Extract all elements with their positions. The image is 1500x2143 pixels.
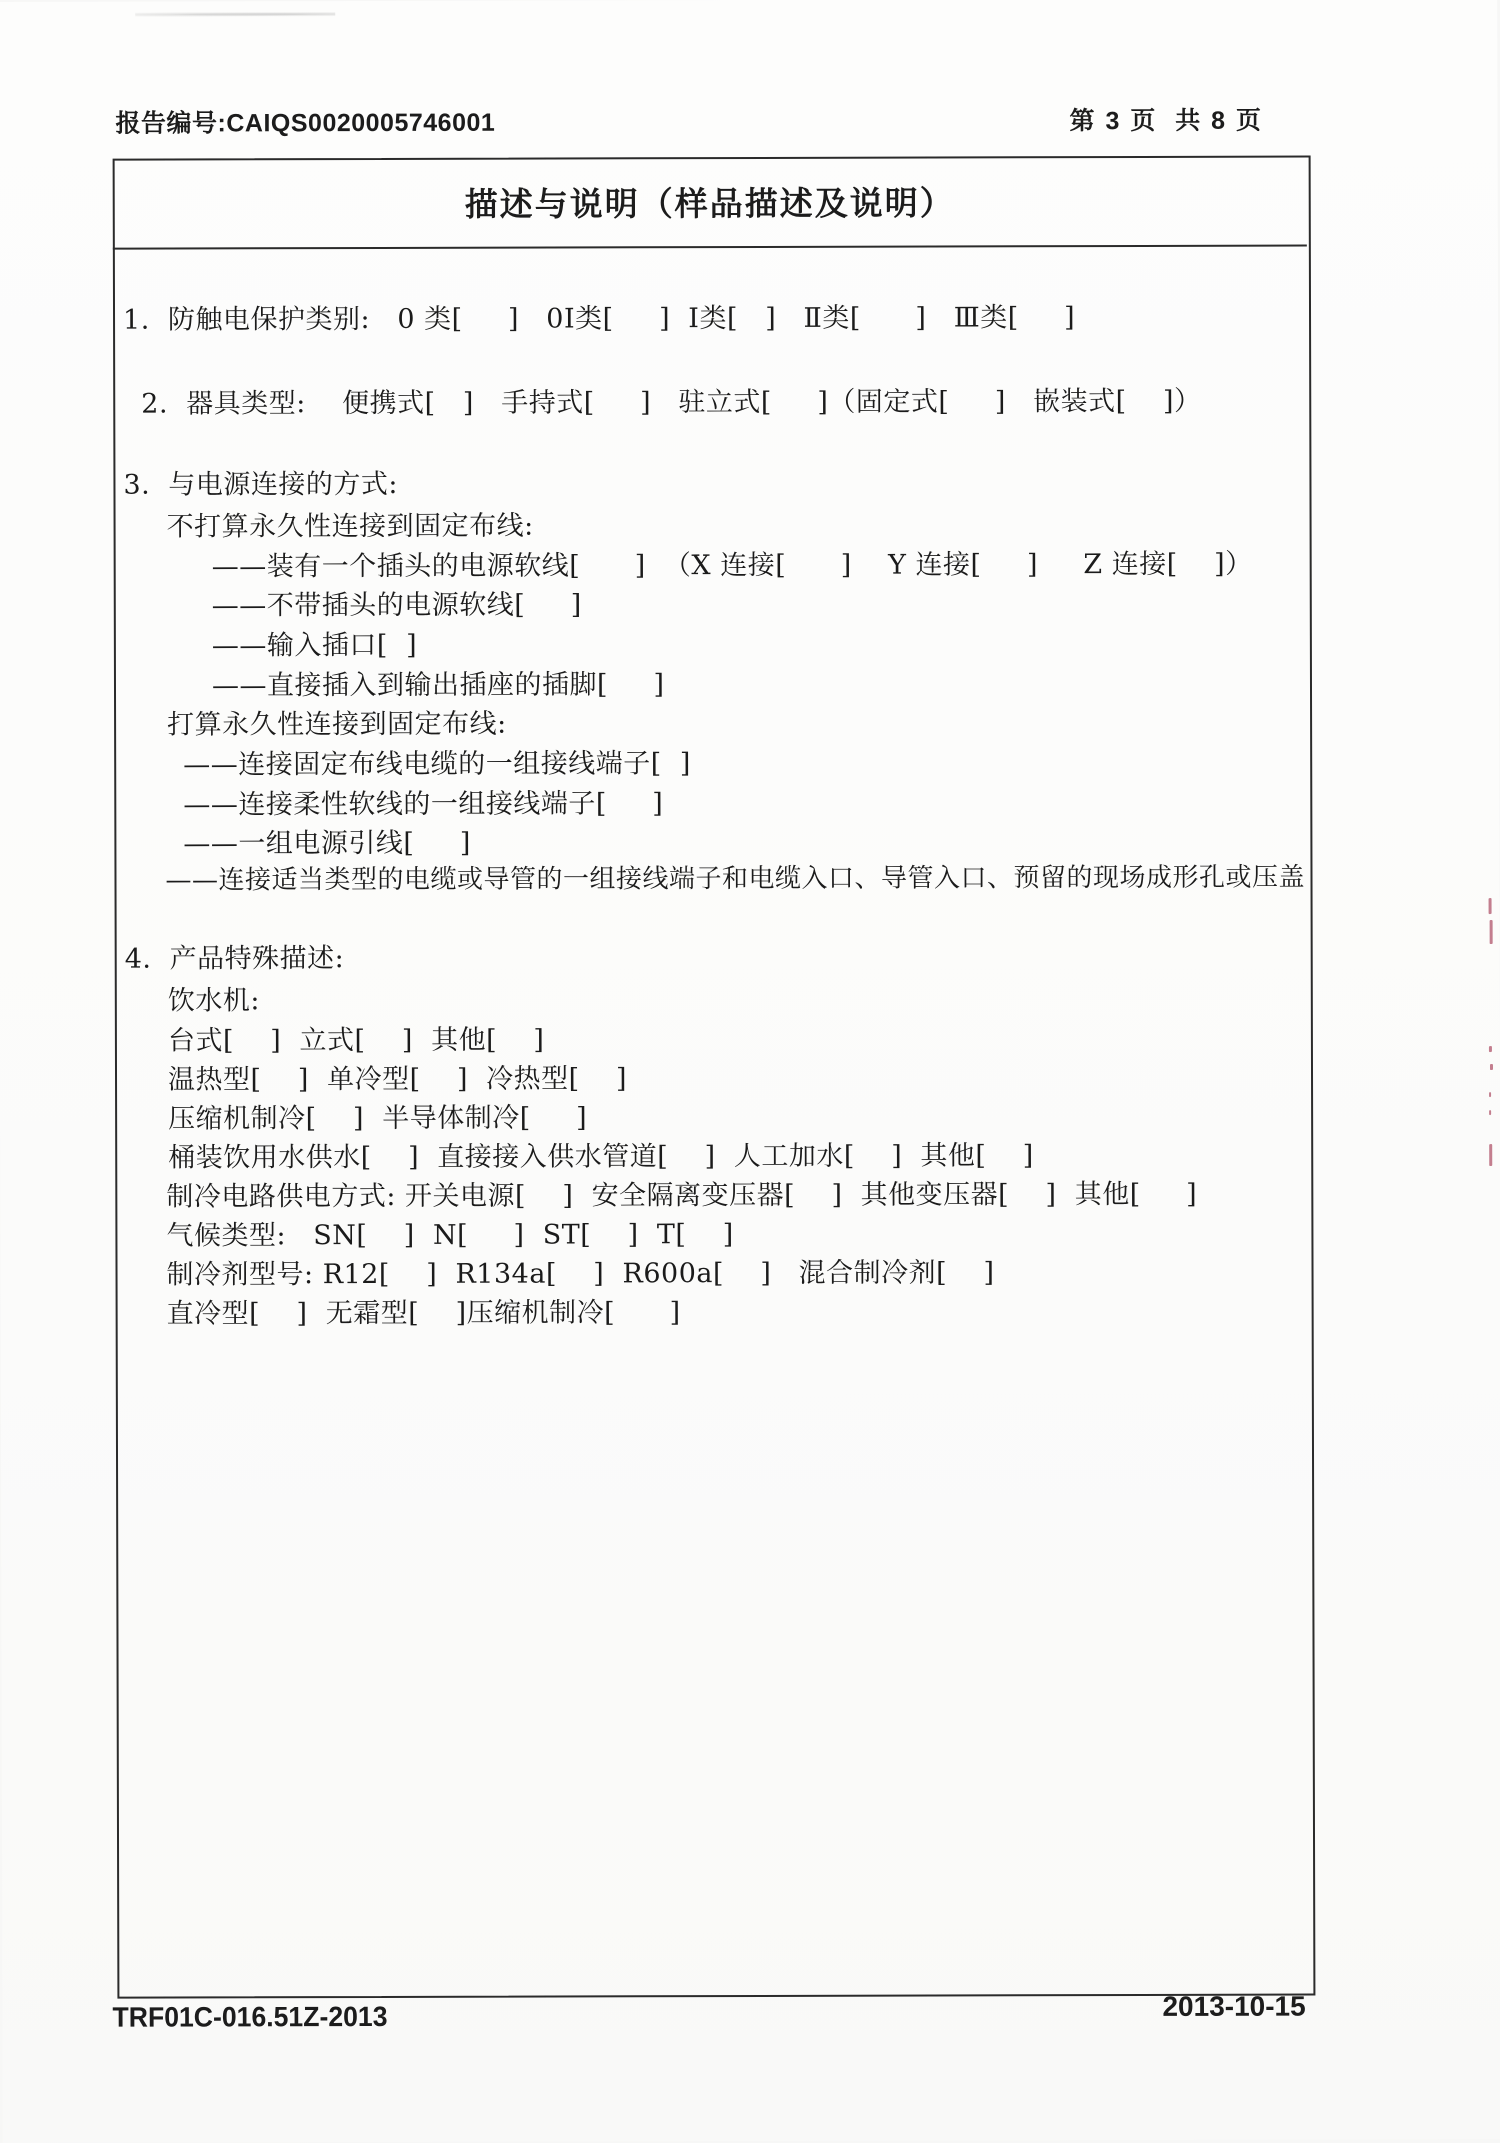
line-heating-cooling-type: 温热型[ ] 单冷型[ ] 冷热型[ ]: [167, 1063, 628, 1096]
footer-date: 2013-10-15: [1162, 1990, 1306, 2022]
form-title: 描述与说明（样品描述及说明）: [113, 158, 1307, 250]
line-cord-without-plug: ——不带插头的电源软线[ ]: [211, 589, 582, 622]
line-protection-class: 1. 防触电保护类别: 0 类[ ] 0I类[ ] I类[ ] Ⅱ类[ ] Ⅲ类[ ]: [122, 302, 1076, 336]
line-terminals-cable-conduit: ——连接适当类型的电缆或导管的一组接线端子和电缆入口、导管入口、预留的现场成形孔或压盖: [165, 862, 1306, 896]
line-power-connection-heading: 3. 与电源连接的方式:: [123, 468, 399, 501]
line-water-supply-method: 桶装饮用水供水[ ] 直接接入供水管道[ ] 人工加水[ ] 其他[ ]: [168, 1140, 1034, 1174]
scan-artifact-marks: [0, 0, 1497, 2]
line-supply-leads: ——一组电源引线[ ]: [183, 827, 471, 860]
line-appliance-inlet: ——输入插口[ ]: [211, 629, 418, 662]
line-climate-type: 气候类型: SN[ ] N[ ] ST[ ] T[ ]: [166, 1219, 734, 1252]
line-not-permanent-heading: 不打算永久性连接到固定布线:: [166, 510, 534, 543]
report-number: 报告编号:CAIQS0020005746001: [115, 108, 496, 138]
line-compressor-semiconductor: 压缩机制冷[ ] 半导体制冷[ ]: [168, 1102, 588, 1135]
line-cooling-circuit-power: 制冷电路供电方式: 开关电源[ ] 安全隔离变压器[ ] 其他变压器[ ] 其他[ ]: [166, 1178, 1198, 1213]
line-permanent-heading: 打算永久性连接到固定布线:: [167, 708, 507, 741]
line-pins-direct-insert: ——直接插入到输出插座的插脚[ ]: [211, 669, 665, 702]
line-appliance-type: 2. 器具类型: 便携式[ ] 手持式[ ] 驻立式[ ]（固定式[ ] 嵌装式[ ]）: [141, 385, 1202, 420]
line-desktop-floor-other: 台式[ ] 立式[ ] 其他[ ]: [167, 1024, 545, 1057]
page-indicator: 第 3 页 共 8 页: [1069, 106, 1264, 136]
footer-doc-code: TRF01C-016.51Z-2013: [112, 2000, 388, 2033]
line-refrigerant-model: 制冷剂型号: R12[ ] R134a[ ] R600a[ ] 混合制冷剂[ ]: [166, 1257, 995, 1291]
line-product-special-desc: 4. 产品特殊描述:: [124, 943, 345, 975]
line-terminals-fixed-wiring: ——连接固定布线电缆的一组接线端子[ ]: [183, 748, 691, 781]
line-cord-with-plug: ——装有一个插头的电源软线[ ] （X 连接[ ] Y 连接[ ] Z 连接[ ]）: [211, 548, 1253, 583]
line-direct-cooling-frost-free: 直冷型[ ] 无霜型[ ]压缩机制冷[ ]: [166, 1297, 681, 1330]
scan-smudge: [135, 11, 335, 18]
line-terminals-flexible-cord: ——连接柔性软线的一组接线端子[ ]: [183, 788, 664, 821]
line-water-dispenser: 饮水机:: [167, 985, 260, 1017]
